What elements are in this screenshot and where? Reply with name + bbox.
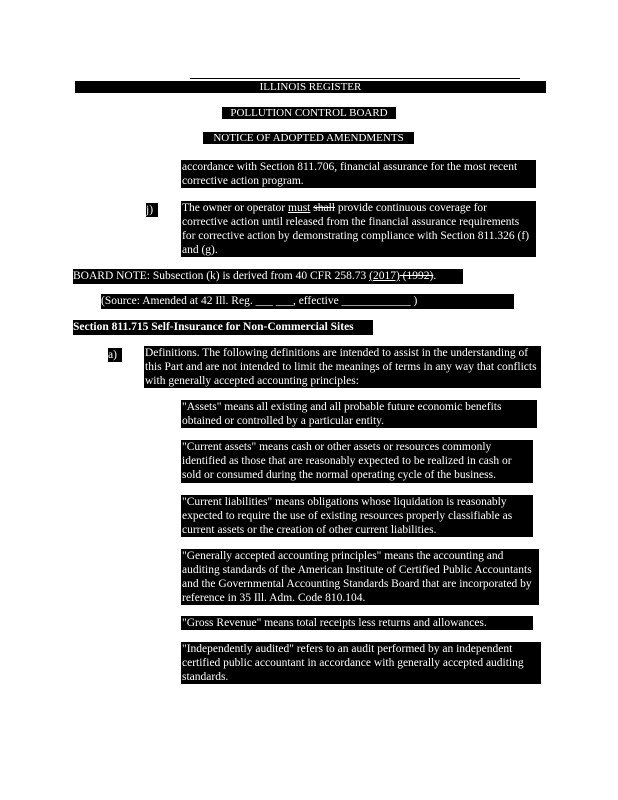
definition-current-assets: "Current assets" means cash or other assets or resources commonly identified as those that are reasonably expected to be realized in cash or sold or consumed during the normal operating cycle of the business. [181, 440, 533, 483]
item-j-marker: j) [146, 203, 158, 217]
item-j-text-end: provide continuous coverage for corrective action until released from the financial assurance requirements for corrective action by demonstrating compliance with Section 811.326 (f) and (g). [182, 202, 530, 256]
notice-title: NOTICE OF ADOPTED AMENDMENTS [203, 132, 414, 144]
section-heading: Section 811.715 Self-Insurance for Non-Commercial Sites [73, 320, 373, 335]
definition-gaap: "Generally accepted accounting principles" means the accounting and auditing standards of the American Institute of Certified Public Accountants and the Governmental Accounting Standards Board that are incorporated by reference in 35 Ill. Adm. Code 810.104. [181, 549, 539, 605]
item-a-paragraph: Definitions. The following definitions are intended to assist in the understanding of this Part and are not intended to limit the meanings of terms in any way that conflicts with generally accepted accounting principles: [144, 346, 541, 388]
continued-paragraph: accordance with Section 811.706, financial assurance for the most recent corrective action program. [181, 160, 536, 188]
deleted-year: (1992) [399, 270, 434, 282]
definition-assets: "Assets" means all existing and all probable future economic benefits obtained or controlled by a particular entity. [181, 400, 537, 428]
item-j-paragraph [181, 201, 536, 257]
inserted-must: must [288, 202, 311, 214]
header-rule [190, 78, 520, 79]
definition-gross-revenue: "Gross Revenue" means total receipts less returns and allowances. [181, 616, 533, 630]
register-title: ILLINOIS REGISTER [75, 81, 546, 93]
item-a-marker: a) [108, 348, 122, 362]
item-j-text-start: The owner or operator [182, 202, 289, 214]
inserted-year: (2017) [369, 270, 400, 282]
definition-independently-audited: "Independently audited" refers to an audit performed by an independent certified public accountant in accordance with generally accepted auditing standards. [181, 642, 541, 684]
agency-title: POLLUTION CONTROL BOARD [222, 107, 396, 119]
board-note-text: BOARD NOTE: Subsection (k) is derived from 40 CFR 258.73 [73, 270, 370, 282]
deleted-shall: shall [313, 202, 335, 214]
board-note-end: . [433, 270, 437, 282]
definition-current-liabilities: "Current liabilities" means obligations whose liquidation is reasonably expected to require the use of existing resources properly classifiable as current assets or the creation of other current liabilities. [181, 495, 533, 537]
source-note: (Source: Amended at 42 Ill. Reg. ___ ___, effective ____________ ) [101, 294, 514, 309]
board-note [73, 269, 463, 284]
